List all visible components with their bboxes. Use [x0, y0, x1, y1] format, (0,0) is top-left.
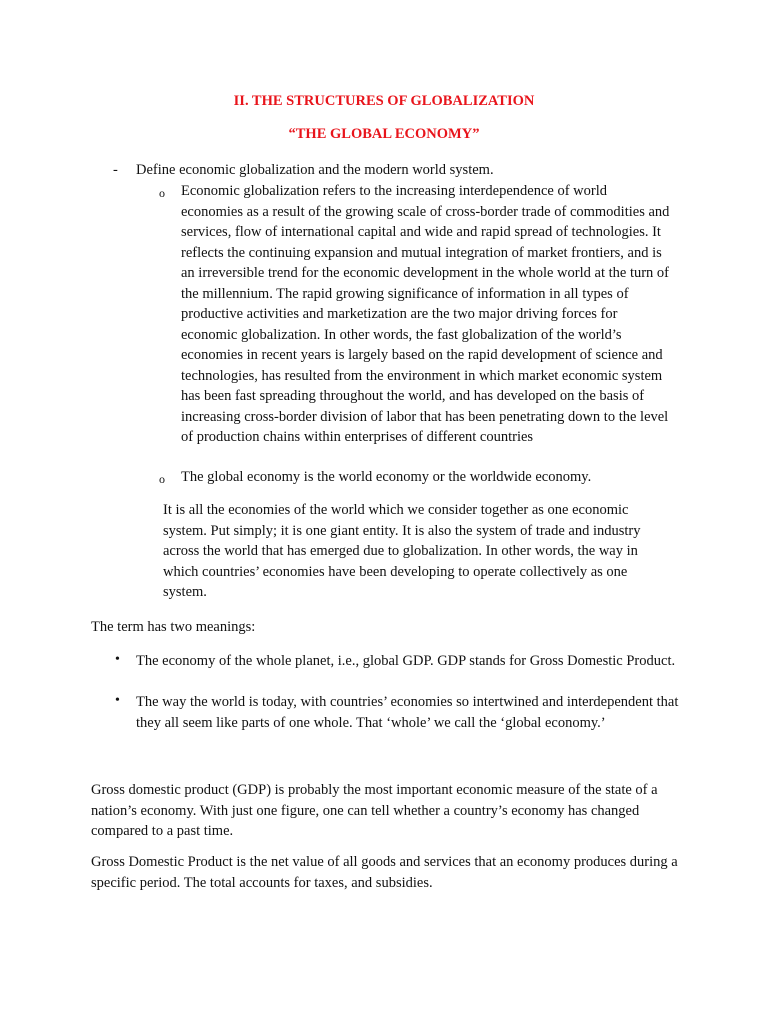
bullet-marker: •: [115, 693, 120, 708]
meaning-item-1: The economy of the whole planet, i.e., global GDP. GDP stands for Gross Domestic Product.: [136, 653, 676, 669]
gdp-paragraph-1: Gross domestic product (GDP) is probably the most important economic measure of the state of a nation’s economy. With just one figure, one can tell whether a country’s economy has changed compared to a past time.: [91, 782, 658, 839]
gdp-paragraph-2: Gross Domestic Product is the net value of all goods and services that an economy produces during a specific period. The total accounts for taxes, and subsidies.: [91, 854, 678, 891]
dash-item-text: Define economic globalization and the modern world system.: [136, 162, 494, 178]
section-heading: II. THE STRUCTURES OF GLOBALIZATION: [233, 93, 535, 109]
indented-paragraph: It is all the economies of the world which we consider together as one economic system. Put simply; it is one giant entity. It is also the system of trade and industry across the world that has emerged due to globalization. In other words, the way in which countries’ economies have been developing to operate collectively as one system.: [163, 502, 641, 600]
meaning-item-2: The way the world is today, with countries’ economies so intertwined and interdependent that they all seem like parts of one whole. That ‘whole’ we call the ‘global economy.’: [136, 694, 679, 731]
bullet-marker: •: [115, 652, 120, 667]
sub-bullet-marker: o: [159, 472, 165, 486]
sub-item-global-economy: The global economy is the world economy or the worldwide economy.: [181, 469, 592, 485]
two-meanings-intro: The term has two meanings:: [91, 619, 256, 635]
sub-item-economic-globalization: Economic globalization refers to the increasing interdependence of world economies as a result of the growing scale of cross-border trade of commodities and services, flow of international capital and wide and rapid spread of technologies. It reflects the continuing expansion and mutual integration of market frontiers, and is an irreversible trend for the economic development in the whole world at the turn of the millennium. The rapid growing significance of information in all types of productive activities and marketization are the two major driving forces for economic globalization. In other words, the fast globalization of the world’s economies in recent years is largely based on the rapid development of science and technologies, has resulted from the environment in which market economic system has been fast spreading throughout the world, and has developed on the basis of increasing cross-border division of labor that has been penetrating down to the level of production chains within enterprises of different countries: [181, 183, 670, 445]
dash-bullet: -: [113, 162, 118, 178]
section-subheading: “THE GLOBAL ECONOMY”: [288, 126, 480, 142]
sub-bullet-marker: o: [159, 186, 165, 200]
